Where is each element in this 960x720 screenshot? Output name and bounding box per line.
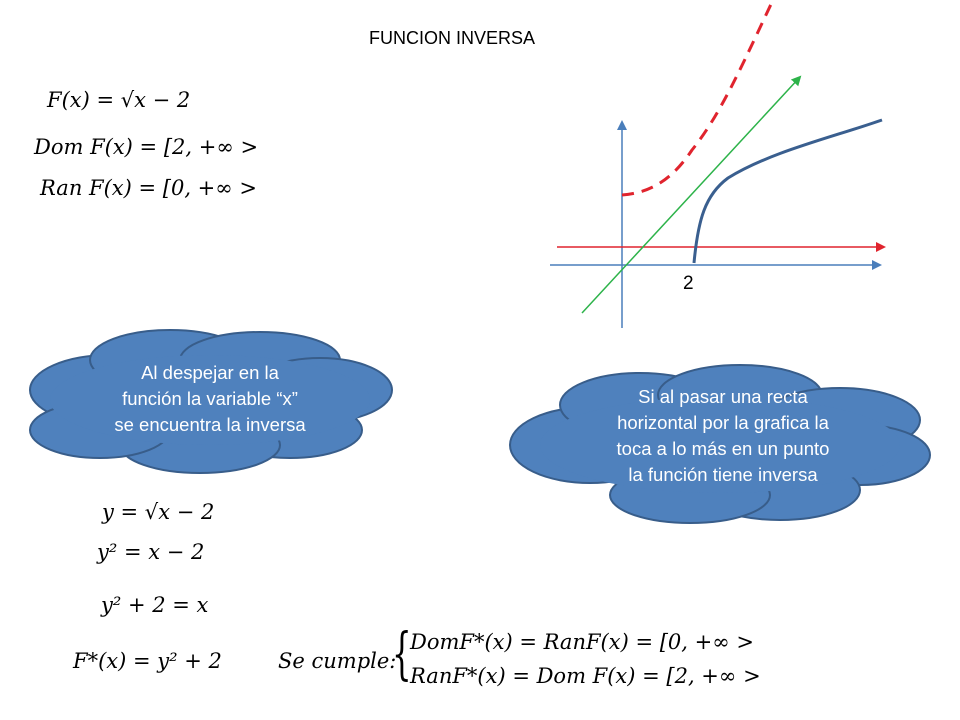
right-cloud-text — [548, 384, 898, 488]
function-definition: F(x) = √x − 2 — [47, 88, 191, 112]
right-cloud-line: la función tiene inversa — [628, 464, 818, 485]
left-cloud-line: función la variable “x” — [122, 388, 298, 409]
x-tick-label: 2 — [683, 273, 694, 294]
verification-label: Se cumple: — [278, 649, 397, 673]
left-cloud-text — [40, 360, 380, 438]
range-definition: Ran F(x) = [0, +∞ > — [40, 176, 258, 200]
inverse-function: F*(x) = y² + 2 — [73, 649, 222, 673]
right-cloud-line: horizontal por la grafica la — [617, 412, 829, 433]
step-2: y² = x − 2 — [97, 540, 205, 564]
right-cloud-line: Si al pasar una recta — [638, 386, 808, 407]
step-1: y = √x − 2 — [102, 500, 215, 524]
page-title: FUNCION INVERSA — [368, 28, 536, 48]
right-cloud-line: toca a lo más en un punto — [616, 438, 830, 459]
left-cloud-line: se encuentra la inversa — [114, 414, 306, 435]
verification-line-2: RanF*(x) = Dom F(x) = [2, +∞ > — [410, 664, 761, 688]
step-3: y² + 2 = x — [101, 593, 209, 617]
verification-line-1: DomF*(x) = RanF(x) = [0, +∞ > — [410, 630, 754, 654]
left-cloud-line: Al despejar en la — [141, 362, 279, 383]
brace-symbol: { — [392, 622, 412, 687]
domain-definition: Dom F(x) = [2, +∞ > — [34, 135, 259, 159]
